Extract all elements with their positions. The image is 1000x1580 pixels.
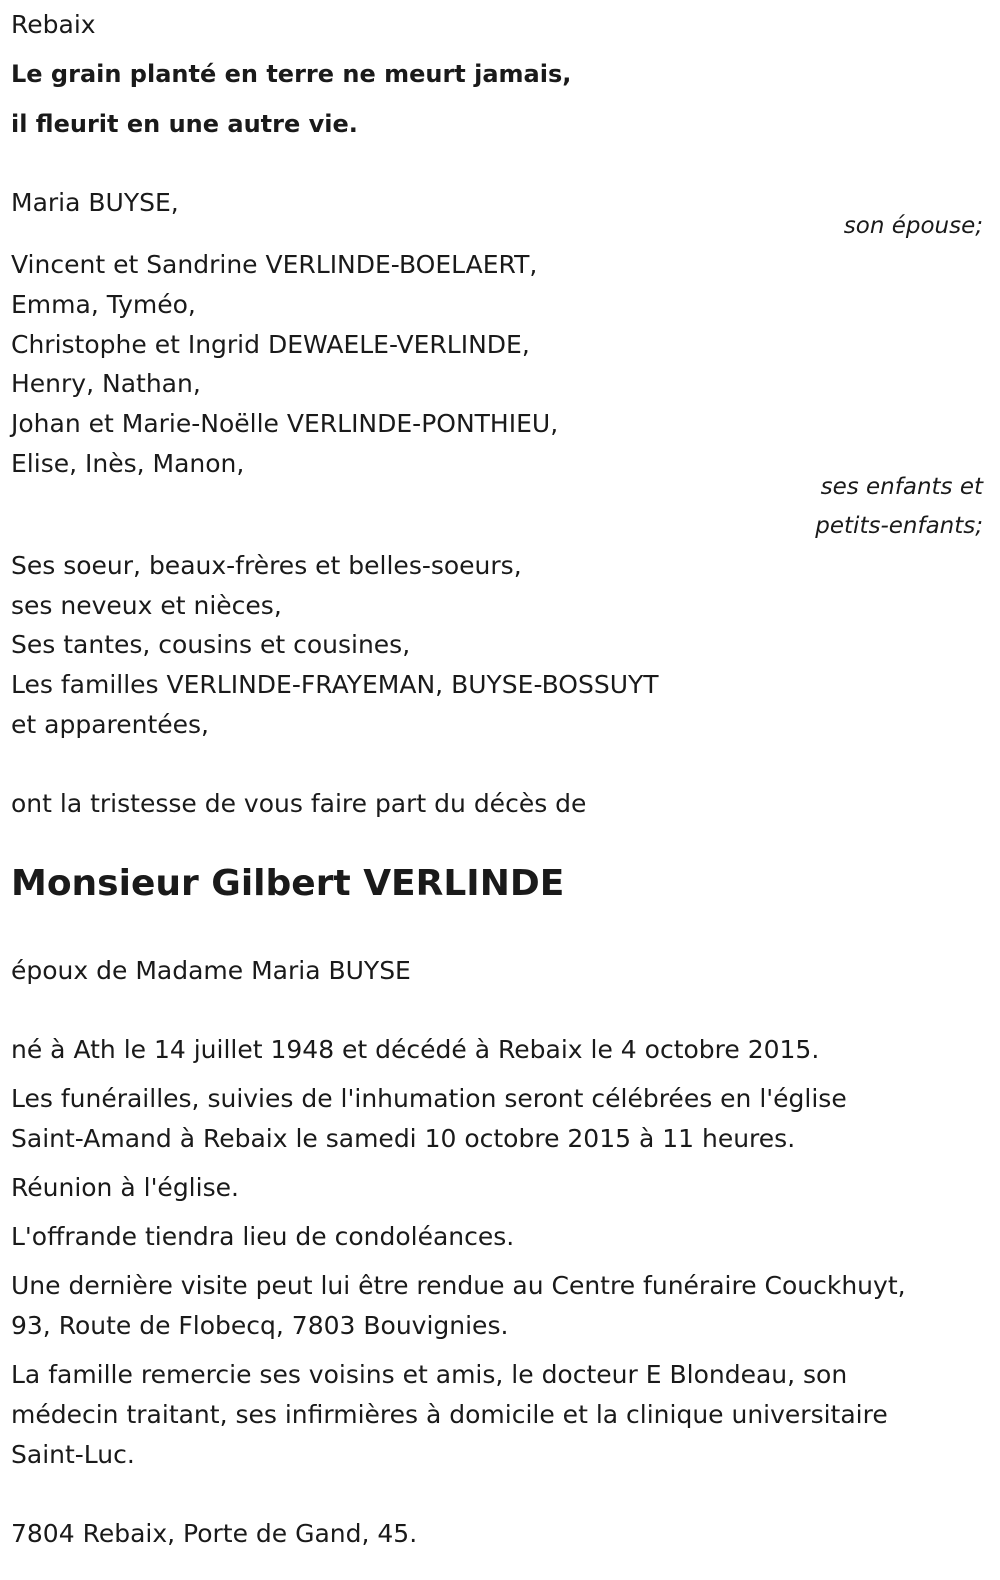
birth-death-info: né à Ath le 14 juillet 1948 et décédé à Rebaix le 4 octobre 2015.: [11, 1035, 820, 1064]
offering-info: L'offrande tiendra lieu de condoléances.: [11, 1222, 515, 1251]
deceased-name: Monsieur Gilbert VERLINDE: [11, 863, 565, 904]
children-line-2: Emma, Tyméo,: [11, 290, 196, 319]
deceased-spouse: époux de Madame Maria BUYSE: [11, 956, 411, 985]
children-line-3: Christophe et Ingrid DEWAELE-VERLINDE,: [11, 330, 530, 359]
family-line-3: Ses tantes, cousins et cousines,: [11, 630, 411, 659]
children-role-line-2: petits-enfants;: [815, 513, 983, 539]
children-role-line-1: ses enfants et: [820, 474, 983, 500]
children-line-1: Vincent et Sandrine VERLINDE-BOELAERT,: [11, 250, 538, 279]
location-heading: Rebaix: [11, 10, 96, 39]
thanks-line-3: Saint-Luc.: [11, 1440, 135, 1469]
spouse-role: son épouse;: [843, 213, 983, 239]
family-line-2: ses neveux et nièces,: [11, 591, 282, 620]
quote-line-2: il fleurit en une autre vie.: [11, 110, 358, 138]
address: 7804 Rebaix, Porte de Gand, 45.: [11, 1519, 418, 1548]
thanks-line-1: La famille remercie ses voisins et amis, le docteur E Blondeau, son: [11, 1360, 848, 1389]
announcement-text: ont la tristesse de vous faire part du décès de: [11, 789, 587, 818]
visit-line-1: Une dernière visite peut lui être rendue au Centre funéraire Couckhuyt,: [11, 1271, 906, 1300]
family-line-1: Ses soeur, beaux-frères et belles-soeurs,: [11, 551, 522, 580]
family-line-4: Les familles VERLINDE-FRAYEMAN, BUYSE-BOSSUYT: [11, 670, 659, 699]
children-line-4: Henry, Nathan,: [11, 369, 201, 398]
thanks-line-2: médecin traitant, ses infirmières à domicile et la clinique universitaire: [11, 1400, 888, 1429]
spouse-name: Maria BUYSE,: [11, 188, 179, 217]
meeting-info: Réunion à l'église.: [11, 1173, 239, 1202]
funeral-line-2: Saint-Amand à Rebaix le samedi 10 octobre 2015 à 11 heures.: [11, 1124, 796, 1153]
family-line-5: et apparentées,: [11, 710, 209, 739]
quote-line-1: Le grain planté en terre ne meurt jamais,: [11, 60, 572, 88]
funeral-line-1: Les funérailles, suivies de l'inhumation seront célébrées en l'église: [11, 1084, 847, 1113]
children-line-5: Johan et Marie-Noëlle VERLINDE-PONTHIEU,: [11, 409, 559, 438]
visit-line-2: 93, Route de Flobecq, 7803 Bouvignies.: [11, 1311, 509, 1340]
children-line-6: Elise, Inès, Manon,: [11, 449, 245, 478]
